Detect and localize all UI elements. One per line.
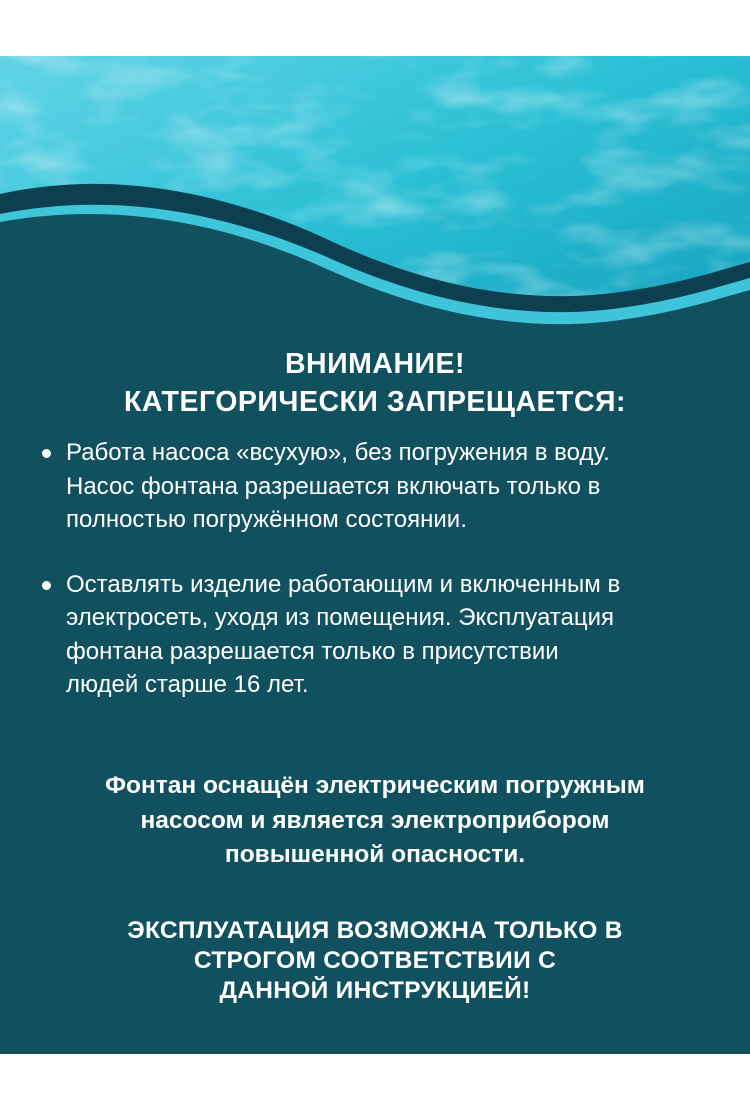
list-item-line: Насос фонтана разрешается включать только в bbox=[66, 472, 601, 500]
list-item-line: электросеть, уходя из помещения. Эксплуатация bbox=[66, 604, 615, 631]
warning-title: ВНИМАНИЕ! bbox=[284, 348, 466, 380]
list-item-line: полностью погружённом состоянии. bbox=[66, 506, 467, 533]
instruction-line: ДАННОЙ ИНСТРУКЦИЕЙ! bbox=[219, 977, 531, 1004]
notice-line: насосом и является электроприбором bbox=[140, 806, 610, 834]
list-item bbox=[42, 436, 712, 537]
instruction-line: СТРОГОМ СООТВЕТСТВИИ С bbox=[193, 947, 557, 974]
bullet-icon bbox=[42, 449, 51, 458]
list-item-line: Оставлять изделие работающим и включенным в bbox=[66, 570, 621, 598]
warning-card bbox=[0, 56, 750, 1054]
warning-subtitle: КАТЕГОРИЧЕСКИ ЗАПРЕЩАЕТСЯ: bbox=[124, 386, 626, 418]
notice-line: Фонтан оснащён электрическим погружным bbox=[105, 772, 645, 799]
instruction-notice bbox=[0, 916, 750, 1006]
list-item-line: людей старше 16 лет. bbox=[66, 671, 309, 698]
safety-notice bbox=[0, 769, 750, 873]
list-item bbox=[42, 568, 712, 702]
list-item-line: фонтана разрешается только в присутствии bbox=[66, 637, 559, 665]
notice-line: повышенной опасности. bbox=[224, 841, 526, 868]
bullet-icon bbox=[42, 581, 51, 590]
content-area bbox=[0, 56, 750, 1054]
prohibitions-list bbox=[42, 436, 712, 733]
list-item-line: Работа насоса «всухую», без погружения в воду. bbox=[66, 439, 610, 466]
instruction-line: ЭКСПЛУАТАЦИЯ ВОЗМОЖНА ТОЛЬКО В bbox=[127, 917, 623, 944]
